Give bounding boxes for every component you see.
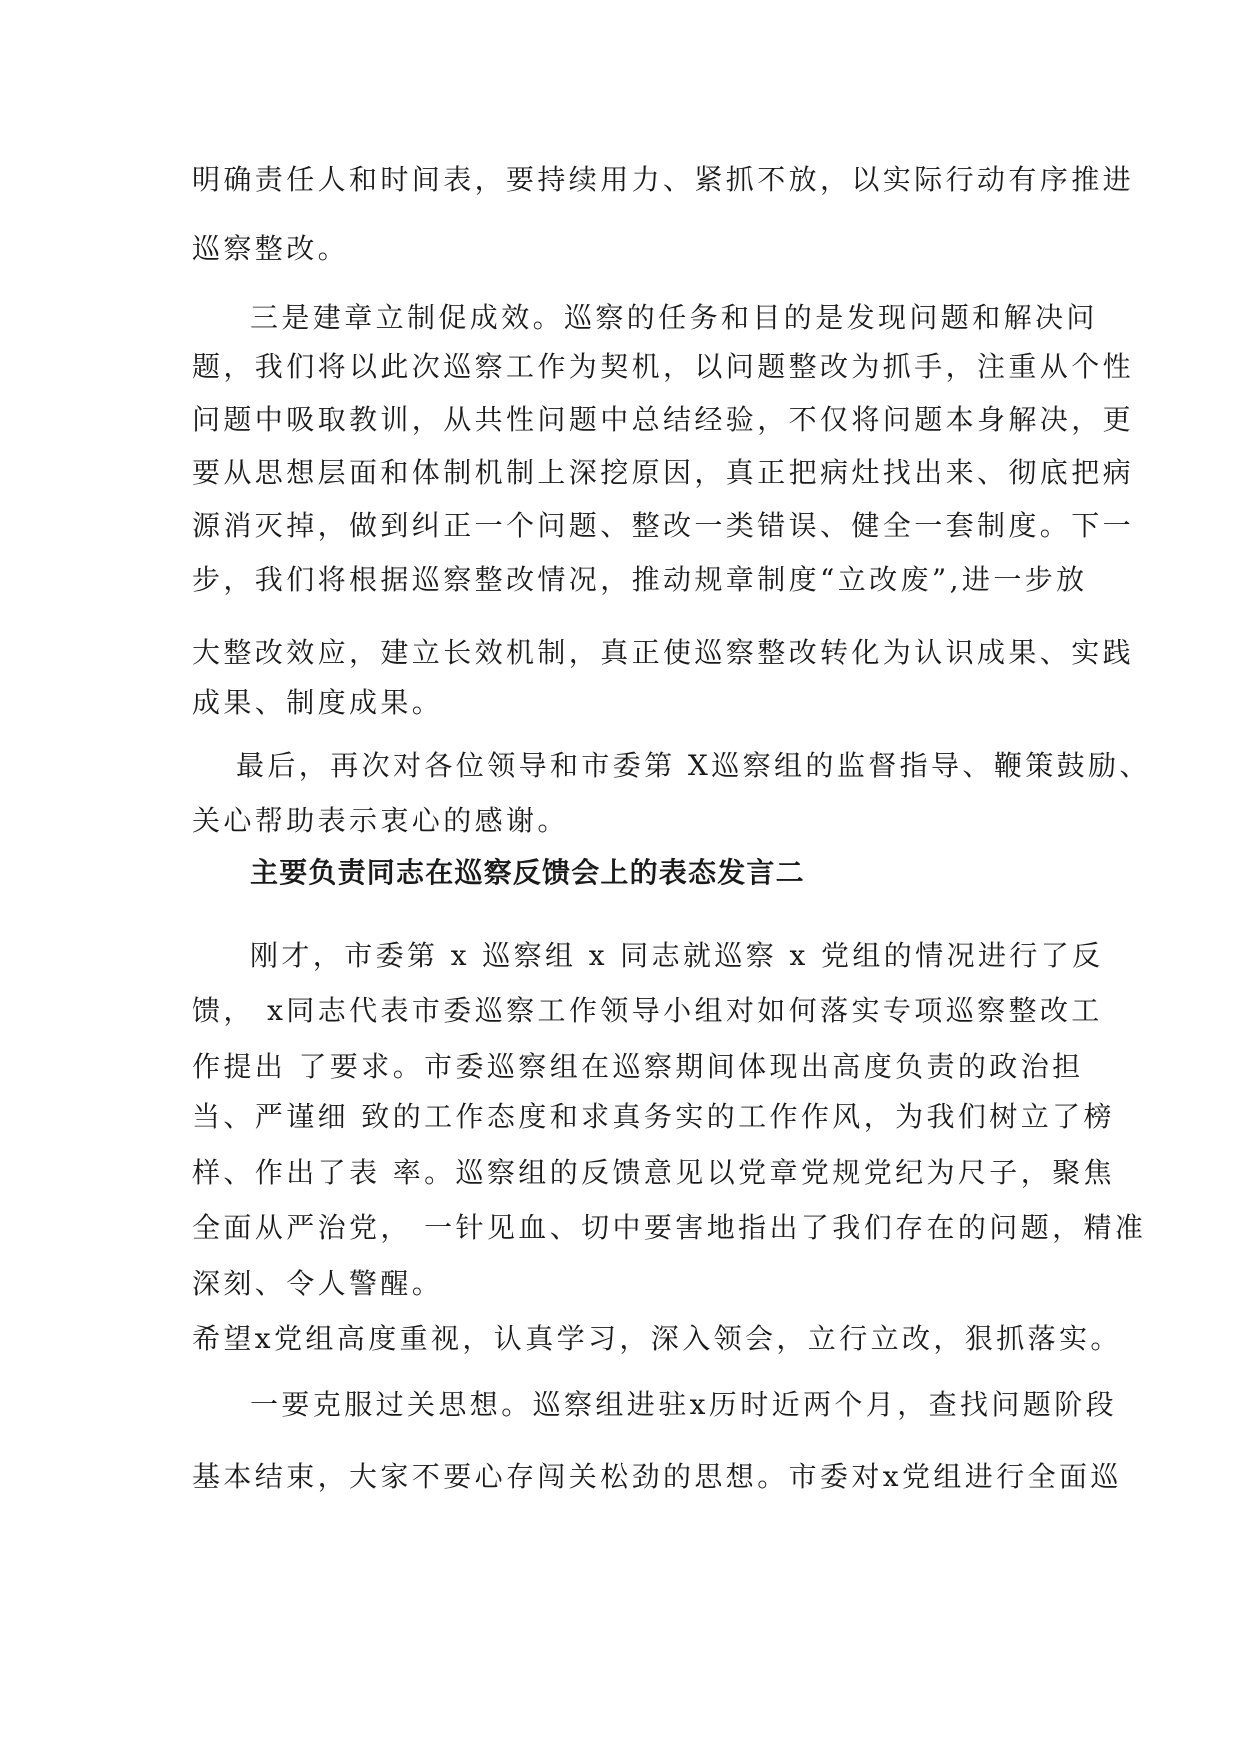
body-line: 馈， x同志代表市委巡察工作领导小组对如何落实专项巡察整改工: [192, 994, 1103, 1027]
body-line: 大整改效应，建立长效机制，真正使巡察整改转化为认识成果、实践: [192, 636, 1135, 669]
body-line: 成果、制度成果。: [192, 686, 444, 719]
body-line: 当、严谨细 致的工作态度和求真务实的工作作风，为我们树立了榜: [192, 1100, 1115, 1133]
paragraph-start-line: 三是建章立制促成效。巡察的任务和目的是发现问题和解决问: [250, 301, 1098, 334]
paragraph-start-line: 刚才，市委第 x 巡察组 x 同志就巡察 x 党组的情况进行了反: [250, 939, 1104, 972]
body-line: 题，我们将以此次巡察工作为契机，以问题整改为抓手，注重从个性: [192, 350, 1135, 383]
body-line: 明确责任人和时间表，要持续用力、紧抓不放，以实际行动有序推进: [192, 163, 1135, 196]
body-line: 巡察整改。: [192, 232, 350, 265]
body-line: 问题中吸取教训，从共性问题中总结经验，不仅将问题本身解决，更: [192, 403, 1135, 436]
body-line: 关心帮助表示衷心的感谢。: [192, 804, 569, 837]
body-line: 深刻、令人警醒。: [192, 1267, 444, 1300]
body-line: 要从思想层面和体制机制上深挖原因，真正把病灶找出来、彻底把病: [192, 456, 1135, 489]
paragraph-start-line: 一要克服过关思想。巡察组进驻x历时近两个月，查找问题阶段: [250, 1388, 1117, 1421]
body-line: 源消灭掉，做到纠正一个问题、整改一类错误、健全一套制度。下一: [192, 509, 1135, 542]
body-line: 基本结束，大家不要心存闯关松劲的思想。市委对x党组进行全面巡: [192, 1460, 1122, 1493]
section-heading: 主要负责同志在巡察反馈会上的表态发言二: [250, 856, 805, 889]
body-line: 希望x党组高度重视，认真学习，深入领会，立行立改，狠抓落实。: [192, 1322, 1122, 1355]
body-line: 作提出 了要求。市委巡察组在巡察期间体现出高度负责的政治担: [192, 1050, 1084, 1083]
paragraph-start-line: 最后，再次对各位领导和市委第 X巡察组的监督指导、鞭策鼓励、: [236, 749, 1151, 782]
body-line: 步，我们将根据巡察整改情况，推动规章制度“立改废”,进一步放: [192, 563, 1088, 596]
body-line: 样、作出了表 率。巡察组的反馈意见以党章党规党纪为尺子，聚焦: [192, 1156, 1115, 1189]
body-line: 全面从严治党， 一针见血、切中要害地指出了我们存在的问题，精准: [192, 1211, 1147, 1244]
